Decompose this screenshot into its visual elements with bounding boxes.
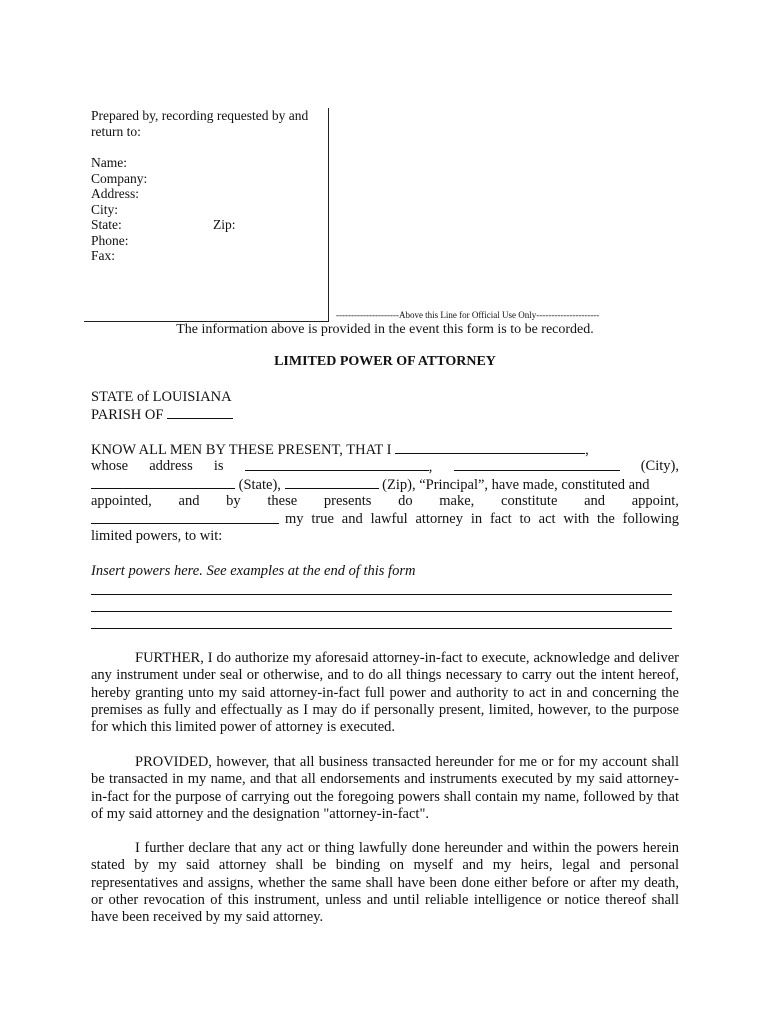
fax-label: Fax: bbox=[91, 248, 116, 263]
official-use-notice: ---------------------Above this Line for Official Use Only--------------------- bbox=[336, 310, 600, 320]
address-word-3: is bbox=[213, 458, 224, 474]
powers-blank-line-3[interactable] bbox=[91, 628, 672, 629]
prepared-by-line-2: return to: bbox=[91, 124, 141, 139]
phone-label: Phone: bbox=[91, 233, 129, 248]
company-label: Company: bbox=[91, 171, 148, 186]
zip-label: Zip: bbox=[213, 217, 236, 232]
appointed-word: appoint, bbox=[631, 493, 679, 509]
zip-field-label: (Zip), “Principal”, have made, constituted and bbox=[382, 477, 650, 493]
provided-paragraph bbox=[91, 754, 679, 823]
know-all-text: KNOW ALL MEN BY THESE PRESENT, THAT I bbox=[91, 442, 392, 458]
declare-paragraph bbox=[91, 840, 679, 926]
appointed-word: presents bbox=[323, 493, 372, 509]
attorney-line bbox=[91, 511, 679, 529]
name-label: Name: bbox=[91, 155, 127, 170]
city-blank[interactable] bbox=[454, 458, 620, 471]
state-line: STATE of LOUISIANA bbox=[91, 389, 232, 405]
address-word-1: whose bbox=[91, 458, 129, 474]
appointed-word: by bbox=[226, 493, 241, 509]
city-label: City: bbox=[91, 202, 119, 217]
state-label: State: bbox=[91, 217, 122, 232]
appointed-word: appointed, bbox=[91, 493, 152, 509]
address-label: Address: bbox=[91, 186, 139, 201]
street-address-blank[interactable] bbox=[245, 458, 429, 471]
insert-powers-instruction: Insert powers here. See examples at the end of this form bbox=[91, 563, 416, 579]
recording-info-text: The information above is provided in the event this form is to be recorded. bbox=[176, 322, 594, 337]
appointed-word: and bbox=[584, 493, 606, 509]
know-all-line: KNOW ALL MEN BY THESE PRESENT, THAT I , bbox=[91, 442, 589, 458]
appointed-word: constitute bbox=[501, 493, 558, 509]
further-paragraph bbox=[91, 650, 679, 736]
further-text: FURTHER, I do authorize my aforesaid attorney-in-fact to execute, acknowledge and deliver any instrument under seal or otherwise, and to do all things necessary to carry out the intent hereof, hereby granting unto my said attorney-in-fact full power and authority to act in and concerning the premises as fully and effectually as I may do if personally present, limited, however, to the purpose for which this limited power of attorney is executed. bbox=[91, 650, 679, 736]
state-field-label: (State), bbox=[238, 477, 281, 493]
attorney-text: my true and lawful attorney in fact to act with the following bbox=[285, 511, 679, 527]
prepared-by-line-1: Prepared by, recording requested by and bbox=[91, 108, 309, 123]
parish-line bbox=[91, 406, 679, 425]
recording-box bbox=[84, 108, 329, 322]
address-line: whose address is , (City), bbox=[91, 458, 679, 475]
principal-name-blank[interactable] bbox=[395, 441, 585, 454]
provided-text: PROVIDED, however, that all business transacted hereunder for me or for my account shall be transacted in my name, and that all endorsements and instruments executed by my said attorney-in-fact for the purpose of carrying out the foregoing powers shall contain my name, followed by that of my said attorney and the designation "attorney-in-fact". bbox=[91, 754, 679, 822]
zip-blank[interactable] bbox=[285, 476, 379, 489]
attorney-name-blank[interactable] bbox=[91, 511, 279, 524]
declare-text: I further declare that any act or thing lawfully done hereunder and within the powers herein stated by my said attorney shall be binding on myself and my heirs, legal and personal representatives and assigns, whether the same shall have been done either before or after my death, or other revocation of this instrument, unless and until reliable intelligence or notice thereof shall have been received by my said attorney. bbox=[91, 840, 679, 926]
address-word-2: address bbox=[149, 458, 193, 474]
parish-blank[interactable] bbox=[167, 406, 233, 419]
appointed-word: these bbox=[267, 493, 298, 509]
appointed-line bbox=[91, 493, 679, 511]
state-zip-line bbox=[91, 476, 679, 495]
powers-blank-line-2[interactable] bbox=[91, 611, 672, 612]
limited-powers-line: limited powers, to wit: bbox=[91, 528, 223, 544]
appointed-word: make, bbox=[439, 493, 475, 509]
appointed-word: do bbox=[398, 493, 413, 509]
appointed-word: and bbox=[178, 493, 200, 509]
document-title: LIMITED POWER OF ATTORNEY bbox=[274, 354, 496, 369]
powers-blank-line-1[interactable] bbox=[91, 594, 672, 595]
state-blank[interactable] bbox=[91, 476, 235, 489]
city-field-label: (City), bbox=[640, 458, 679, 474]
parish-label: PARISH OF bbox=[91, 407, 164, 423]
